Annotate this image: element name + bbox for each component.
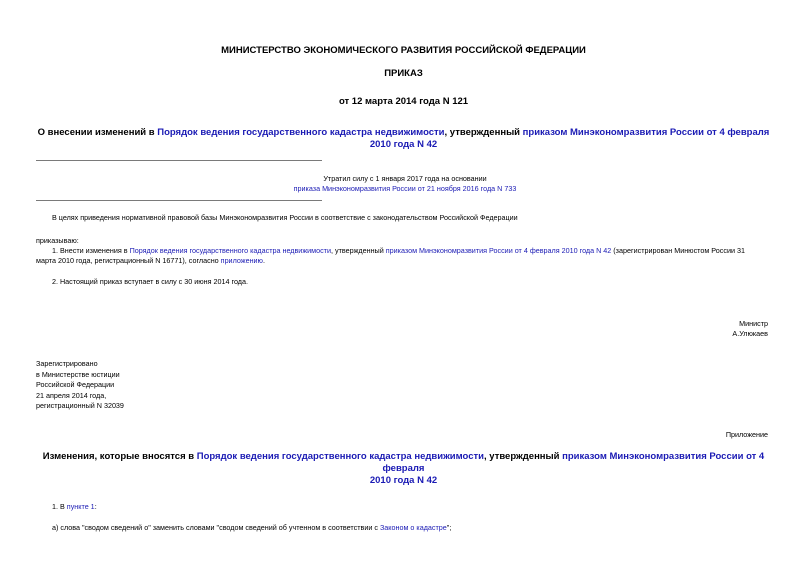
- appendix-subpoint-a: [52, 523, 772, 534]
- expired-note-line1: Утратил силу с 1 января 2017 года на основании: [323, 174, 487, 183]
- appendix-title-prefix: Изменения, которые вносятся в: [42, 451, 197, 462]
- document-type: ПРИКАЗ: [384, 68, 423, 79]
- order-word: приказываю:: [36, 236, 79, 245]
- divider-bottom: [36, 200, 322, 201]
- item1-line1: [52, 246, 772, 257]
- registration-line5: регистрационный N 32039: [36, 401, 124, 410]
- divider-top: [36, 160, 322, 161]
- signature-name: А.Улюкаев: [732, 329, 768, 338]
- document-title: [36, 127, 771, 151]
- item1-middle: , утвержденный: [331, 246, 386, 255]
- registration-line4: 21 апреля 2014 года,: [36, 390, 107, 400]
- title-middle: , утвержденный: [444, 127, 523, 138]
- item1-link-appendix[interactable]: приложению: [220, 256, 263, 265]
- item1-suffix: (зарегистрирован Минюстом России 31: [611, 246, 745, 255]
- item1-line2-prefix: марта 2010 года, регистрационный N 16771), согласно: [36, 256, 221, 265]
- item1-link-order-42[interactable]: приказом Минэкономразвития России от 4 февраля 2010 года N 42: [385, 246, 612, 255]
- item1-line2: [36, 256, 756, 267]
- item1-prefix: 1. Внести изменения в: [52, 246, 130, 255]
- item2: 2. Настоящий приказ вступает в силу с 30 июня 2014 года.: [52, 277, 248, 286]
- registration-line3: Российской Федерации: [36, 380, 115, 389]
- appendix-title-link-order-42-cont[interactable]: 2010 года N 42: [369, 475, 438, 486]
- registration-line2: в Министерстве юстиции: [36, 369, 120, 379]
- point1-suffix: :: [94, 502, 97, 511]
- subpoint-a-link[interactable]: Законом о кадастре: [379, 523, 447, 532]
- item1-link-procedure[interactable]: Порядок ведения государственного кадастра недвижимости: [129, 246, 331, 255]
- item1-end: .: [262, 256, 265, 265]
- registration-block: [36, 359, 124, 412]
- appendix-title-link-procedure[interactable]: Порядок ведения государственного кадастра недвижимости: [196, 451, 485, 462]
- point1-link[interactable]: пункте 1: [66, 502, 95, 511]
- appendix-label: Приложение: [725, 430, 768, 439]
- appendix-title-link-order-42[interactable]: приказом Минэкономразвития России от 4 февраля: [382, 451, 765, 474]
- point1-prefix: 1. В: [52, 502, 67, 511]
- registration-line1: Зарегистрировано: [36, 359, 98, 368]
- expired-note-line2: [240, 184, 570, 195]
- appendix-title-middle: , утвержденный: [484, 451, 563, 462]
- title-link-procedure[interactable]: Порядок ведения государственного кадастра недвижимости: [157, 127, 445, 138]
- appendix-title: [36, 451, 771, 487]
- title-prefix: О внесении изменений в: [37, 127, 158, 138]
- preamble: В целях приведения нормативной правовой базы Минэкономразвития России в соответствие с законодательством Российской Федерации: [52, 213, 518, 222]
- subpoint-a-prefix: а) слова "сводом сведений о" заменить словами "сводом сведений об учтенном в соответствии с: [52, 523, 380, 532]
- subpoint-a-suffix: ";: [446, 523, 452, 532]
- document-date-number: от 12 марта 2014 года N 121: [338, 96, 469, 107]
- signature-position: Министр: [739, 319, 768, 328]
- expired-note-link[interactable]: приказа Минэкономразвития России от 21 ноября 2016 года N 733: [293, 184, 517, 193]
- ministry-heading: МИНИСТЕРСТВО ЭКОНОМИЧЕСКОГО РАЗВИТИЯ РОССИЙСКОЙ ФЕДЕРАЦИИ: [221, 45, 586, 56]
- appendix-point1: [52, 502, 772, 513]
- title-link-order-42[interactable]: приказом Минэкономразвития России от 4 февраля 2010 года N 42: [369, 127, 770, 150]
